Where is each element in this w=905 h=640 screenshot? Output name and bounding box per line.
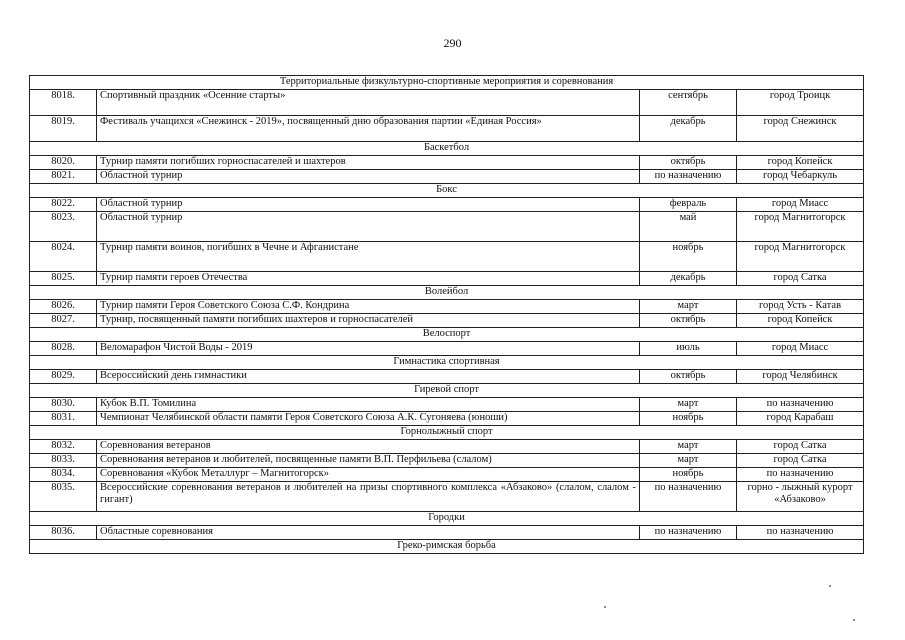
table-row xyxy=(30,212,864,242)
event-name: Кубок В.П. Томилина xyxy=(97,398,640,412)
section-title: Волейбол xyxy=(30,286,864,300)
event-number: 8020. xyxy=(30,156,97,170)
event-number: 8033. xyxy=(30,454,97,468)
event-date: ноябрь xyxy=(640,242,737,272)
table-row xyxy=(30,90,864,116)
event-number: 8024. xyxy=(30,242,97,272)
event-place: город Чебаркуль xyxy=(737,170,864,184)
event-date: март xyxy=(640,300,737,314)
event-date: ноябрь xyxy=(640,412,737,426)
table-row xyxy=(30,454,864,468)
event-place: город Усть - Катав xyxy=(737,300,864,314)
section-row xyxy=(30,512,864,526)
table-row xyxy=(30,482,864,512)
section-row xyxy=(30,384,864,398)
event-number: 8032. xyxy=(30,440,97,454)
event-date: март xyxy=(640,454,737,468)
table-row xyxy=(30,156,864,170)
scan-speck xyxy=(829,585,831,587)
table-row xyxy=(30,272,864,286)
event-name: Фестиваль учащихся «Снежинск - 2019», посвященный дню образования партии «Единая Россия» xyxy=(97,116,640,142)
section-row xyxy=(30,142,864,156)
event-date: май xyxy=(640,212,737,242)
event-name: Всероссийские соревнования ветеранов и любителей на призы спортивного комплекса «Абзаково» (слалом, слалом - гигант) xyxy=(97,482,640,512)
section-title: Горнолыжный спорт xyxy=(30,426,864,440)
event-name: Веломарафон Чистой Воды - 2019 xyxy=(97,342,640,356)
event-name: Соревнования ветеранов и любителей, посвященные памяти В.П. Перфильева (слалом) xyxy=(97,454,640,468)
event-place: по назначению xyxy=(737,468,864,482)
section-row xyxy=(30,356,864,370)
section-title: Гиревой спорт xyxy=(30,384,864,398)
event-number: 8030. xyxy=(30,398,97,412)
event-name: Турнир памяти воинов, погибших в Чечне и Афганистане xyxy=(97,242,640,272)
event-date: декабрь xyxy=(640,116,737,142)
table-row xyxy=(30,242,864,272)
event-number: 8026. xyxy=(30,300,97,314)
section-row xyxy=(30,328,864,342)
section-row xyxy=(30,426,864,440)
event-name: Областной турнир xyxy=(97,212,640,242)
event-date: сентябрь xyxy=(640,90,737,116)
event-place: город Челябинск xyxy=(737,370,864,384)
table-row xyxy=(30,342,864,356)
event-place: город Копейск xyxy=(737,314,864,328)
event-place: город Снежинск xyxy=(737,116,864,142)
section-title: Городки xyxy=(30,512,864,526)
section-title: Велоспорт xyxy=(30,328,864,342)
table-row xyxy=(30,116,864,142)
event-place: по назначению xyxy=(737,398,864,412)
event-number: 8029. xyxy=(30,370,97,384)
event-number: 8019. xyxy=(30,116,97,142)
event-date: декабрь xyxy=(640,272,737,286)
table-row xyxy=(30,170,864,184)
event-place: город Карабаш xyxy=(737,412,864,426)
event-place: город Миасс xyxy=(737,342,864,356)
event-name: Турнир памяти Героя Советского Союза С.Ф. Кондрина xyxy=(97,300,640,314)
event-date: по назначению xyxy=(640,170,737,184)
section-title: Баскетбол xyxy=(30,142,864,156)
event-number: 8021. xyxy=(30,170,97,184)
event-name: Областные соревнования xyxy=(97,526,640,540)
event-number: 8036. xyxy=(30,526,97,540)
event-place: город Сатка xyxy=(737,440,864,454)
event-date: июль xyxy=(640,342,737,356)
event-name: Турнир, посвященный памяти погибших шахтеров и горноспасателей xyxy=(97,314,640,328)
event-place: город Сатка xyxy=(737,272,864,286)
section-title: Греко-римская борьба xyxy=(30,540,864,554)
event-number: 8027. xyxy=(30,314,97,328)
events-table-body xyxy=(30,76,864,554)
table-row xyxy=(30,468,864,482)
event-place: город Магнитогорск xyxy=(737,242,864,272)
event-date: октябрь xyxy=(640,370,737,384)
event-date: ноябрь xyxy=(640,468,737,482)
event-date: по назначению xyxy=(640,526,737,540)
event-place: горно - лыжный курорт «Абзаково» xyxy=(737,482,864,512)
table-row xyxy=(30,440,864,454)
table-row xyxy=(30,412,864,426)
event-date: октябрь xyxy=(640,156,737,170)
event-date: по назначению xyxy=(640,482,737,512)
scan-speck xyxy=(604,606,606,608)
table-row xyxy=(30,198,864,212)
event-place: по назначению xyxy=(737,526,864,540)
table-row xyxy=(30,526,864,540)
event-name: Всероссийский день гимнастики xyxy=(97,370,640,384)
scan-speck xyxy=(853,619,855,621)
event-place: город Копейск xyxy=(737,156,864,170)
event-name: Спортивный праздник «Осенние старты» xyxy=(97,90,640,116)
event-name: Областной турнир xyxy=(97,198,640,212)
event-number: 8023. xyxy=(30,212,97,242)
event-date: октябрь xyxy=(640,314,737,328)
table-row xyxy=(30,370,864,384)
section-title: Территориальные физкультурно-спортивные мероприятия и соревнования xyxy=(30,76,864,90)
section-row xyxy=(30,286,864,300)
event-number: 8035. xyxy=(30,482,97,512)
event-place: город Миасс xyxy=(737,198,864,212)
event-date: март xyxy=(640,440,737,454)
event-number: 8034. xyxy=(30,468,97,482)
table-row xyxy=(30,398,864,412)
event-place: город Магнитогорск xyxy=(737,212,864,242)
event-number: 8025. xyxy=(30,272,97,286)
page-number: 290 xyxy=(443,36,462,50)
event-date: февраль xyxy=(640,198,737,212)
section-row xyxy=(30,76,864,90)
event-place: город Сатка xyxy=(737,454,864,468)
table-row xyxy=(30,314,864,328)
event-number: 8022. xyxy=(30,198,97,212)
event-name: Соревнования «Кубок Металлург – Магнитогорск» xyxy=(97,468,640,482)
event-name: Турнир памяти погибших горноспасателей и шахтеров xyxy=(97,156,640,170)
section-row xyxy=(30,184,864,198)
event-name: Чемпионат Челябинской области памяти Героя Советского Союза А.К. Сугоняева (юноши) xyxy=(97,412,640,426)
event-date: март xyxy=(640,398,737,412)
event-name: Соревнования ветеранов xyxy=(97,440,640,454)
event-name: Областной турнир xyxy=(97,170,640,184)
events-table xyxy=(29,75,864,554)
event-place: город Троицк xyxy=(737,90,864,116)
event-number: 8028. xyxy=(30,342,97,356)
event-number: 8018. xyxy=(30,90,97,116)
section-row xyxy=(30,540,864,554)
event-name: Турнир памяти героев Отечества xyxy=(97,272,640,286)
section-title: Гимнастика спортивная xyxy=(30,356,864,370)
section-title: Бокс xyxy=(30,184,864,198)
table-row xyxy=(30,300,864,314)
event-number: 8031. xyxy=(30,412,97,426)
